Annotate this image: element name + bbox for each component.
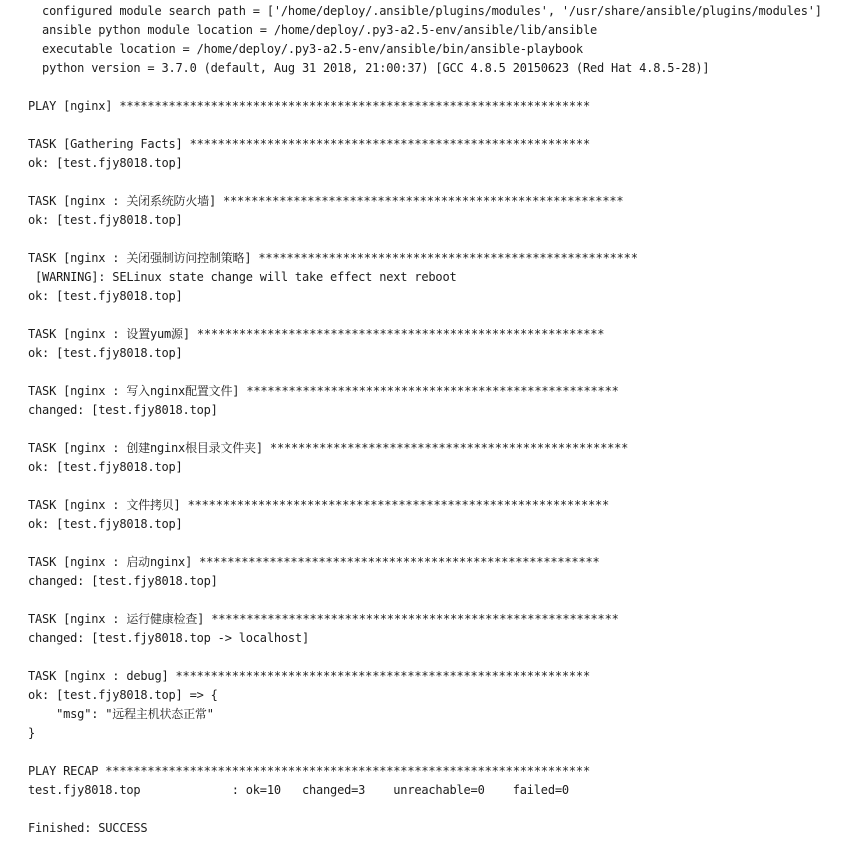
- task-result-line: ok: [test.fjy8018.top]: [28, 156, 183, 170]
- blank-line: [28, 534, 838, 553]
- task-banner-line: TASK [nginx : 写入nginx配置文件] *****************************************************: [28, 384, 619, 398]
- blank-line: [28, 230, 838, 249]
- finished-status-line: Finished: SUCCESS: [28, 821, 148, 835]
- blank-line: [28, 800, 838, 819]
- task-result-line: changed: [test.fjy8018.top]: [28, 403, 218, 417]
- recap-banner-line: PLAY RECAP *********************************************************************: [28, 764, 590, 778]
- ansible-version-line: python version = 3.7.0 (default, Aug 31 2018, 21:00:37) [GCC 4.8.5 20150623 (Red Hat 4.8.5-28)]: [28, 61, 710, 75]
- task-banner-line: TASK [nginx : 启动nginx] *********************************************************: [28, 555, 600, 569]
- blank-line: [28, 420, 838, 439]
- play-banner-line: PLAY [nginx] *******************************************************************: [28, 99, 590, 113]
- blank-line: [28, 363, 838, 382]
- task-result-line: ok: [test.fjy8018.top]: [28, 346, 183, 360]
- blank-line: [28, 173, 838, 192]
- task-result-line: ok: [test.fjy8018.top]: [28, 517, 183, 531]
- task-banner-line: TASK [nginx : 关闭强制访问控制策略] ******************************************************: [28, 251, 638, 265]
- task-result-line: changed: [test.fjy8018.top]: [28, 574, 218, 588]
- task-result-line: ok: [test.fjy8018.top]: [28, 213, 183, 227]
- recap-host-stats-line: test.fjy8018.top : ok=10 changed=3 unreachable=0 failed=0: [28, 783, 569, 797]
- task-banner-line: TASK [Gathering Facts] *********************************************************: [28, 137, 590, 151]
- blank-line: [28, 116, 838, 135]
- task-banner-line: TASK [nginx : 关闭系统防火墙] *********************************************************: [28, 194, 624, 208]
- task-result-line: ok: [test.fjy8018.top] => {: [28, 688, 218, 702]
- task-banner-line: TASK [nginx : 设置yum源] **********************************************************: [28, 327, 605, 341]
- task-banner-line: TASK [nginx : 创建nginx根目录文件夹] ***************************************************: [28, 441, 629, 455]
- blank-line: [28, 591, 838, 610]
- task-banner-line: TASK [nginx : 运行健康检查] **********************************************************: [28, 612, 619, 626]
- debug-json-line: }: [28, 726, 36, 740]
- task-banner-line: TASK [nginx : 文件拷贝] ************************************************************: [28, 498, 610, 512]
- task-result-line: changed: [test.fjy8018.top -> localhost]: [28, 631, 309, 645]
- ansible-version-line: ansible python module location = /home/deploy/.py3-a2.5-env/ansible/lib/ansible: [28, 23, 597, 37]
- warning-line: [WARNING]: SELinux state change will take effect next reboot: [28, 270, 457, 284]
- blank-line: [28, 743, 838, 762]
- task-result-line: ok: [test.fjy8018.top]: [28, 460, 183, 474]
- ansible-version-line: executable location = /home/deploy/.py3-a2.5-env/ansible/bin/ansible-playbook: [28, 42, 583, 56]
- blank-line: [28, 648, 838, 667]
- blank-line: [28, 477, 838, 496]
- task-banner-line: TASK [nginx : debug] ***********************************************************: [28, 669, 590, 683]
- debug-json-line: "msg": "远程主机状态正常": [28, 707, 214, 721]
- blank-line: [28, 306, 838, 325]
- ansible-version-line: configured module search path = ['/home/deploy/.ansible/plugins/modules', '/usr/share/ansible/plugins/modules']: [28, 4, 822, 18]
- task-result-line: ok: [test.fjy8018.top]: [28, 289, 183, 303]
- blank-line: [28, 78, 838, 97]
